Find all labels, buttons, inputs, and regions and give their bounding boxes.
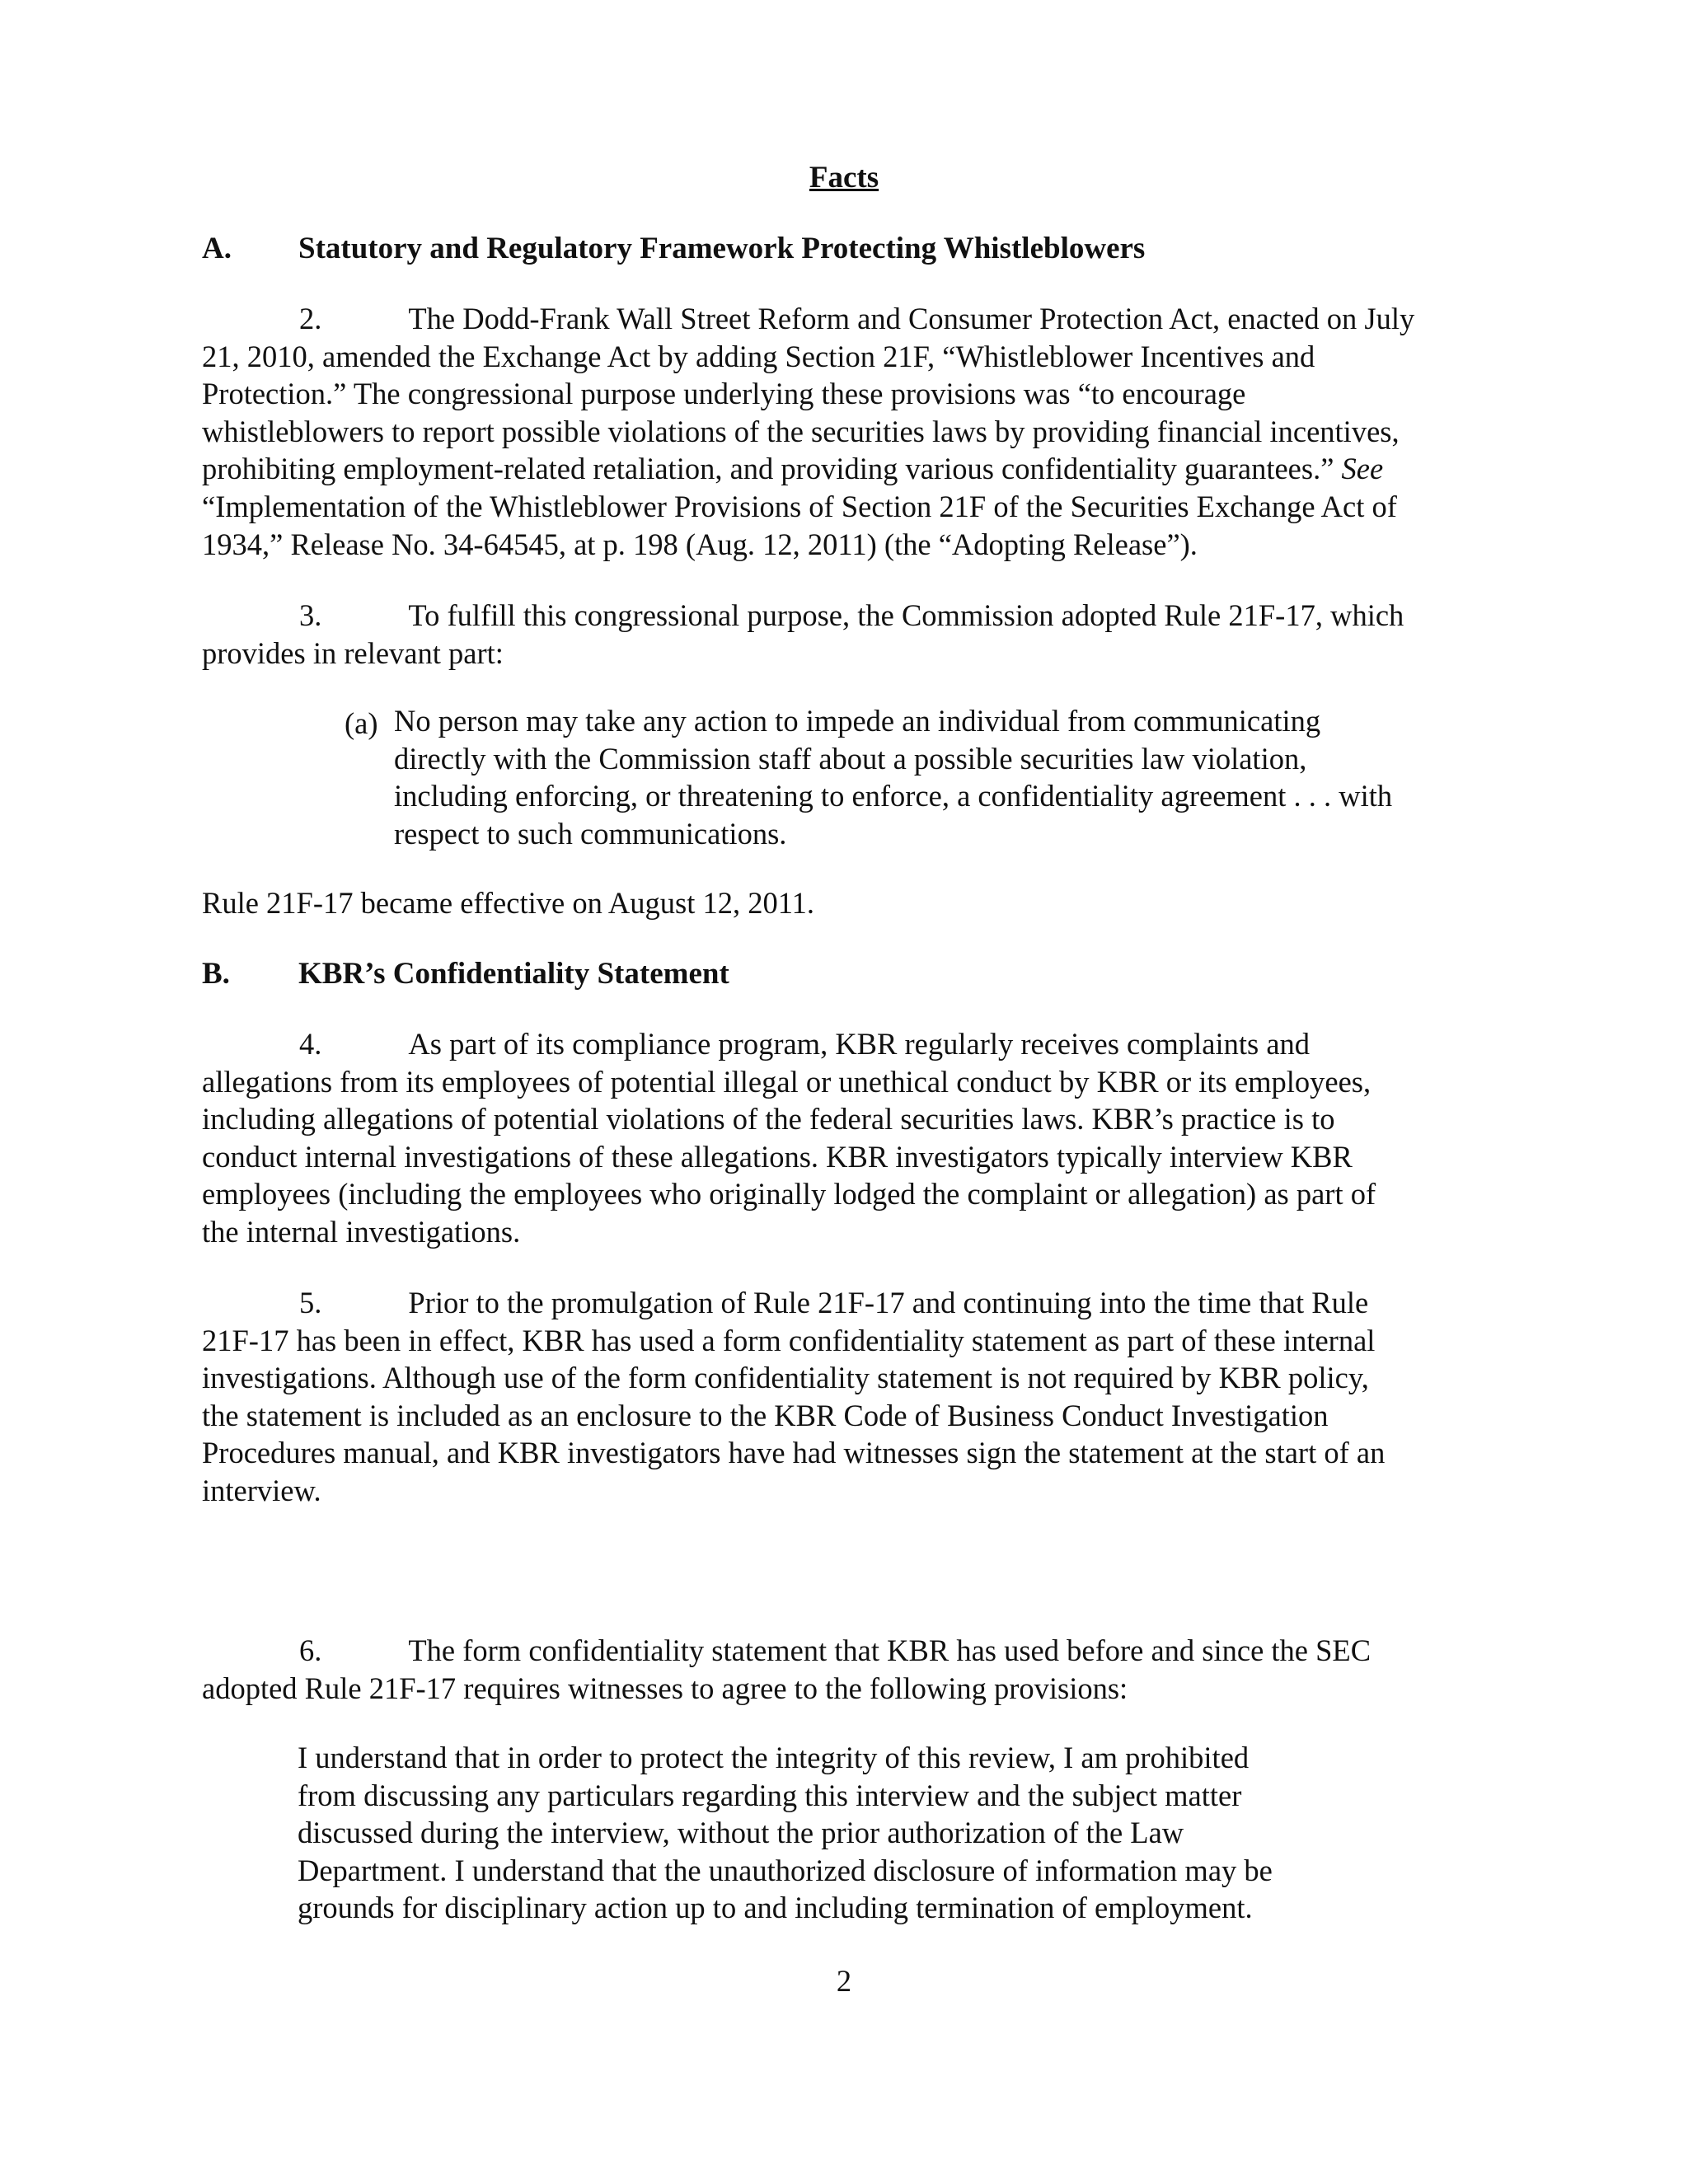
- paragraph-line: employees (including the employees who originally lodged the complaint or allegation) as part of: [202, 1177, 1376, 1212]
- quote-line: Department. I understand that the unauthorized disclosure of information may be: [298, 1853, 1273, 1887]
- section-b-heading: [202, 956, 729, 991]
- paragraph-line: conduct internal investigations of these allegations. KBR investigators typically interview KBR: [202, 1139, 1353, 1174]
- paragraph-line: interview.: [202, 1473, 321, 1507]
- quote-label: (a): [345, 706, 378, 740]
- paragraph-4: [202, 1025, 1521, 1251]
- paragraph-line: “Implementation of the Whistleblower Provisions of Section 21F of the Securities Exchange Act of: [202, 489, 1397, 523]
- paragraph-number: 2.: [299, 302, 322, 335]
- paragraph-number: 5.: [299, 1286, 322, 1319]
- effective-date-sentence: Rule 21F-17 became effective on August 12, 2011.: [202, 886, 815, 920]
- paragraph-line: Protection.” The congressional purpose underlying these provisions was “to encourage: [202, 377, 1246, 411]
- paragraph-line: the statement is included as an enclosure to the KBR Code of Business Conduct Investigation: [202, 1398, 1329, 1432]
- paragraph-line: 5. Prior to the promulgation of Rule 21F-17 and continuing into the time that Rule: [299, 1286, 1369, 1319]
- paragraph-number: 3.: [299, 598, 322, 632]
- paragraph-line: prohibiting employment-related retaliation, and providing various confidentiality guarantees.” See: [202, 452, 1384, 486]
- paragraph-5: [202, 1284, 1521, 1510]
- paragraph-line: provides in relevant part:: [202, 635, 504, 670]
- paragraph-line: investigations. Although use of the form confidentiality statement is not required by KBR policy,: [202, 1361, 1369, 1395]
- quote-line: I understand that in order to protect the integrity of this review, I am prohibited: [298, 1741, 1250, 1774]
- quote-line: including enforcing, or threatening to enforce, a confidentiality agreement . . . with: [394, 779, 1393, 813]
- paragraph-line: including allegations of potential violations of the federal securities laws. KBR’s practice is to: [202, 1102, 1335, 1137]
- paragraph-line: 3. To fulfill this congressional purpose, the Commission adopted Rule 21F-17, which: [299, 598, 1404, 632]
- paragraph-line: 21F-17 has been in effect, KBR has used a form confidentiality statement as part of these internal: [202, 1323, 1376, 1357]
- paragraph-line: 2. The Dodd-Frank Wall Street Reform and Consumer Protection Act, enacted on July: [299, 302, 1415, 335]
- paragraph-line: 4. As part of its compliance program, KBR regularly receives complaints and: [299, 1027, 1311, 1061]
- paragraph-line: allegations from its employees of potential illegal or unethical conduct by KBR or its employees,: [202, 1064, 1372, 1099]
- paragraph-line: Procedures manual, and KBR investigators have had witnesses sign the statement at the start of an: [202, 1436, 1386, 1470]
- paragraph-line: 6. The form confidentiality statement that KBR has used before and since the SEC: [299, 1633, 1372, 1667]
- quote-line: from discussing any particulars regarding this interview and the subject matter: [298, 1778, 1242, 1812]
- section-a-letter: A.: [202, 232, 232, 265]
- quote-line: respect to such communications.: [394, 816, 787, 851]
- quote-line: No person may take any action to impede an individual from communicating: [394, 704, 1321, 738]
- paragraph-line: the internal investigations.: [202, 1214, 521, 1249]
- paragraph-6: [202, 1632, 1521, 1707]
- paragraph-3: [202, 597, 1521, 672]
- section-b-letter: B.: [202, 957, 230, 991]
- paragraph-2: [202, 300, 1521, 563]
- confidentiality-statement-quote: [298, 1739, 1369, 1927]
- paragraph-line: adopted Rule 21F-17 requires witnesses to agree to the following provisions:: [202, 1671, 1128, 1705]
- quote-line: grounds for disciplinary action up to and including termination of employment.: [298, 1891, 1253, 1925]
- paragraph-line: 1934,” Release No. 34-64545, at p. 198 (Aug. 12, 2011) (the “Adopting Release”).: [202, 527, 1198, 561]
- quote-line: discussed during the interview, without the prior authorization of the Law: [298, 1816, 1184, 1850]
- rule-quote: [394, 702, 1465, 852]
- section-b-title: KBR’s Confidentiality Statement: [298, 957, 729, 991]
- paragraph-number: 4.: [299, 1027, 322, 1061]
- page-title: Facts: [809, 161, 879, 194]
- page-number: 2: [836, 1964, 852, 1998]
- section-a-title: Statutory and Regulatory Framework Protecting Whistleblowers: [298, 232, 1146, 265]
- see-signal: See: [1341, 452, 1384, 486]
- section-a-heading: [202, 231, 1145, 266]
- paragraph-line: 21, 2010, amended the Exchange Act by adding Section 21F, “Whistleblower Incentives and: [202, 339, 1315, 373]
- paragraph-line: whistleblowers to report possible violations of the securities laws by providing financial incentives,: [202, 414, 1400, 448]
- quote-line: directly with the Commission staff about a possible securities law violation,: [394, 741, 1307, 776]
- paragraph-number: 6.: [299, 1633, 322, 1667]
